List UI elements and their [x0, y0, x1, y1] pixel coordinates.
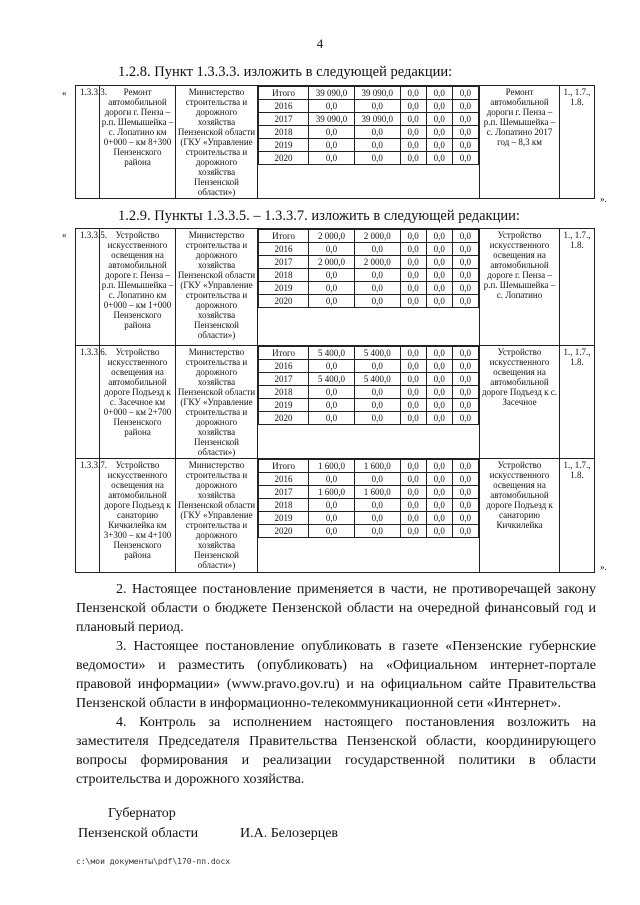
finance-year: 2020	[259, 152, 309, 165]
finance-value: 0,0	[354, 499, 400, 512]
finance-row	[259, 243, 479, 256]
executor-name: Министерство строительства и дорожного хозяйства Пензенской области (ГКУ «Управление строительства и дорожного хозяйства Пензенской области»)	[176, 346, 258, 459]
finance-value: 0,0	[452, 269, 478, 282]
executor-name: Министерство строительства и дорожного хозяйства Пензенской области (ГКУ «Управление строительства и дорожного хозяйства Пензенской области»)	[176, 459, 258, 573]
finance-value: 0,0	[309, 243, 355, 256]
finance-value: 5 400,0	[354, 347, 400, 360]
finance-value: 2 000,0	[354, 256, 400, 269]
finance-value: 0,0	[452, 373, 478, 386]
finance-year: 2017	[259, 256, 309, 269]
signature-name: И.А. Белозерцев	[240, 826, 339, 841]
finance-value: 0,0	[400, 460, 426, 473]
finance-value: 0,0	[400, 347, 426, 360]
finance-value: 0,0	[400, 152, 426, 165]
finance-cell	[258, 229, 480, 346]
finance-value: 0,0	[354, 412, 400, 425]
finance-year: Итого	[259, 347, 309, 360]
finance-value: 0,0	[309, 295, 355, 308]
executor-name: Министерство строительства и дорожного хозяйства Пензенской области (ГКУ «Управление строительства и дорожного хозяйства Пензенской области»)	[176, 86, 258, 199]
finance-row	[259, 386, 479, 399]
finance-value: 0,0	[354, 126, 400, 139]
section-heading-2: 1.2.9. Пункты 1.3.3.5. – 1.3.3.7. изложить в следующей редакции:	[118, 208, 520, 224]
finance-row	[259, 139, 479, 152]
finance-value: 0,0	[426, 152, 452, 165]
finance-value: 0,0	[309, 126, 355, 139]
finance-value: 0,0	[426, 126, 452, 139]
finance-value: 0,0	[452, 152, 478, 165]
finance-year: 2018	[259, 126, 309, 139]
finance-value: 0,0	[400, 412, 426, 425]
row-number: 1.3.3.3.	[76, 86, 100, 199]
finance-value: 1 600,0	[309, 486, 355, 499]
finance-value: 0,0	[426, 87, 452, 100]
finance-value: 0,0	[452, 87, 478, 100]
finance-value: 0,0	[452, 486, 478, 499]
finance-value: 1 600,0	[354, 486, 400, 499]
paragraph-4: 4. Контроль за исполнением настоящего постановления возложить на заместителя Председателя Правительства Пензенской области, координирующего вопросы формирования и реализации государственной политики в области строительства и дорожного хозяйства.	[76, 715, 596, 787]
finance-value: 0,0	[354, 525, 400, 538]
finance-row	[259, 126, 479, 139]
section-heading-1: 1.2.8. Пункт 1.3.3.3. изложить в следующей редакции:	[118, 64, 453, 80]
finance-value: 0,0	[309, 512, 355, 525]
finance-value: 0,0	[452, 139, 478, 152]
finance-value: 0,0	[426, 499, 452, 512]
finance-value: 39 090,0	[309, 113, 355, 126]
finance-value: 0,0	[354, 399, 400, 412]
finance-value: 0,0	[426, 373, 452, 386]
finance-value: 0,0	[452, 525, 478, 538]
finance-value: 0,0	[452, 282, 478, 295]
finance-subtable	[258, 229, 479, 308]
finance-value: 0,0	[426, 460, 452, 473]
finance-value: 0,0	[400, 399, 426, 412]
finance-value: 0,0	[400, 512, 426, 525]
finance-value: 0,0	[354, 282, 400, 295]
finance-value: 0,0	[400, 525, 426, 538]
finance-value: 0,0	[309, 139, 355, 152]
finance-value: 0,0	[400, 386, 426, 399]
finance-value: 0,0	[354, 360, 400, 373]
finance-value: 0,0	[452, 347, 478, 360]
expected-result: Устройство искусственного освещения на автомобильной дороге Подъезд к санаторию Кичкилейка	[480, 459, 560, 573]
finance-value: 0,0	[426, 512, 452, 525]
finance-row	[259, 100, 479, 113]
finance-value: 0,0	[452, 230, 478, 243]
finance-value: 0,0	[452, 256, 478, 269]
finance-value: 0,0	[426, 486, 452, 499]
row-number: 1.3.3.7.	[76, 459, 100, 573]
finance-row	[259, 373, 479, 386]
finance-value: 5 400,0	[309, 373, 355, 386]
finance-row	[259, 360, 479, 373]
finance-value: 39 090,0	[354, 87, 400, 100]
indicator-refs: 1., 1.7., 1.8.	[560, 459, 595, 573]
finance-value: 0,0	[309, 360, 355, 373]
table-row	[76, 86, 595, 199]
finance-value: 0,0	[400, 256, 426, 269]
finance-value: 0,0	[354, 295, 400, 308]
finance-value: 0,0	[354, 386, 400, 399]
finance-value: 0,0	[400, 230, 426, 243]
table-row	[76, 459, 595, 573]
row-number: 1.3.3.5.	[76, 229, 100, 346]
finance-value: 0,0	[426, 525, 452, 538]
finance-row	[259, 87, 479, 100]
finance-value: 0,0	[426, 282, 452, 295]
expected-result: Устройство искусственного освещения на автомобильной дороге Подъезд к с. Засечное	[480, 346, 560, 459]
finance-value: 0,0	[452, 243, 478, 256]
finance-value: 0,0	[426, 347, 452, 360]
close-quote-1: ».	[600, 194, 607, 204]
finance-value: 0,0	[452, 360, 478, 373]
finance-value: 0,0	[354, 152, 400, 165]
finance-value: 0,0	[452, 473, 478, 486]
finance-subtable	[258, 86, 479, 165]
finance-year: 2020	[259, 525, 309, 538]
finance-value: 0,0	[452, 126, 478, 139]
finance-value: 0,0	[400, 360, 426, 373]
finance-value: 0,0	[452, 399, 478, 412]
finance-row	[259, 412, 479, 425]
finance-value: 0,0	[354, 139, 400, 152]
finance-value: 0,0	[400, 473, 426, 486]
finance-value: 0,0	[309, 473, 355, 486]
finance-row	[259, 525, 479, 538]
finance-cell	[258, 459, 480, 573]
open-quote-1: «	[62, 88, 67, 98]
table-row	[76, 346, 595, 459]
finance-value: 0,0	[452, 512, 478, 525]
finance-cell	[258, 86, 480, 199]
finance-year: 2016	[259, 473, 309, 486]
finance-value: 0,0	[309, 399, 355, 412]
finance-value: 0,0	[426, 386, 452, 399]
indicator-refs: 1., 1.7., 1.8.	[560, 86, 595, 199]
finance-row	[259, 113, 479, 126]
finance-value: 2 000,0	[354, 230, 400, 243]
close-quote-2: ».	[600, 562, 607, 572]
finance-year: 2018	[259, 269, 309, 282]
finance-value: 0,0	[400, 499, 426, 512]
finance-year: 2020	[259, 412, 309, 425]
finance-row	[259, 347, 479, 360]
finance-subtable	[258, 459, 479, 538]
finance-value: 0,0	[426, 269, 452, 282]
finance-value: 0,0	[426, 473, 452, 486]
expected-result: Ремонт автомобильной дороги г. Пенза – р.п. Шемышейка – с. Лопатино 2017 год – 8,3 км	[480, 86, 560, 199]
finance-value: 0,0	[426, 230, 452, 243]
finance-row	[259, 486, 479, 499]
finance-value: 0,0	[400, 486, 426, 499]
finance-value: 0,0	[400, 139, 426, 152]
activity-name: Устройство искусственного освещения на автомобильной дороге г. Пенза – р.п. Шемышейка – с. Лопатино км 0+000 – км 1+000 Пензенского района	[100, 229, 176, 346]
signature-title-line1: Губернатор	[108, 806, 176, 821]
finance-value: 5 400,0	[309, 347, 355, 360]
file-path-footer: c:\мои документы\pdf\170-пп.docx	[76, 857, 231, 866]
finance-year: 2016	[259, 100, 309, 113]
program-table-1	[75, 85, 595, 199]
finance-value: 0,0	[426, 243, 452, 256]
finance-value: 0,0	[309, 152, 355, 165]
finance-value: 0,0	[426, 100, 452, 113]
finance-row	[259, 399, 479, 412]
finance-value: 0,0	[400, 87, 426, 100]
finance-row	[259, 282, 479, 295]
finance-value: 39 090,0	[309, 87, 355, 100]
finance-value: 0,0	[400, 269, 426, 282]
activity-name: Устройство искусственного освещения на автомобильной дороге Подъезд к с. Засечное км 0+000 – км 2+700 Пензенского района	[100, 346, 176, 459]
finance-value: 0,0	[426, 113, 452, 126]
finance-value: 0,0	[309, 412, 355, 425]
finance-row	[259, 512, 479, 525]
finance-value: 0,0	[426, 360, 452, 373]
finance-year: 2018	[259, 386, 309, 399]
finance-row	[259, 499, 479, 512]
finance-value: 0,0	[400, 126, 426, 139]
finance-row	[259, 152, 479, 165]
finance-value: 2 000,0	[309, 256, 355, 269]
activity-name: Устройство искусственного освещения на автомобильной дороге Подъезд к санаторию Кичкилейка км 3+300 – км 4+100 Пензенского района	[100, 459, 176, 573]
finance-value: 0,0	[309, 499, 355, 512]
finance-row	[259, 269, 479, 282]
finance-value: 0,0	[452, 295, 478, 308]
finance-year: 2019	[259, 139, 309, 152]
finance-value: 0,0	[354, 473, 400, 486]
finance-value: 0,0	[426, 139, 452, 152]
finance-year: 2016	[259, 243, 309, 256]
indicator-refs: 1., 1.7., 1.8.	[560, 229, 595, 346]
finance-value: 2 000,0	[309, 230, 355, 243]
finance-value: 0,0	[426, 295, 452, 308]
finance-value: 0,0	[400, 100, 426, 113]
page-number: 4	[316, 36, 324, 51]
finance-value: 0,0	[452, 412, 478, 425]
finance-row	[259, 256, 479, 269]
finance-year: 2019	[259, 512, 309, 525]
finance-year: 2019	[259, 282, 309, 295]
finance-value: 0,0	[452, 499, 478, 512]
finance-year: Итого	[259, 460, 309, 473]
finance-year: 2017	[259, 113, 309, 126]
finance-value: 1 600,0	[309, 460, 355, 473]
finance-value: 0,0	[400, 282, 426, 295]
finance-value: 0,0	[309, 100, 355, 113]
finance-year: 2020	[259, 295, 309, 308]
finance-value: 39 090,0	[354, 113, 400, 126]
finance-row	[259, 230, 479, 243]
finance-value: 0,0	[452, 113, 478, 126]
paragraph-3: 3. Настоящее постановление опубликовать в газете «Пензенские губернские ведомости» и разместить (опубликовать) на «Официальном интернет-портале правовой информации» (www.pravo.gov.ru) и на официальном сайте Правительства Пензенской области в информационно-телекоммуникационной сети «Интернет».	[76, 639, 596, 711]
finance-value: 0,0	[400, 373, 426, 386]
finance-row	[259, 460, 479, 473]
finance-value: 0,0	[309, 282, 355, 295]
row-number: 1.3.3.6.	[76, 346, 100, 459]
finance-value: 0,0	[400, 243, 426, 256]
finance-value: 0,0	[309, 269, 355, 282]
finance-value: 0,0	[426, 399, 452, 412]
finance-year: 2017	[259, 486, 309, 499]
executor-name: Министерство строительства и дорожного хозяйства Пензенской области (ГКУ «Управление строительства и дорожного хозяйства Пензенской области»)	[176, 229, 258, 346]
finance-value: 0,0	[452, 100, 478, 113]
finance-year: 2016	[259, 360, 309, 373]
finance-value: 0,0	[354, 243, 400, 256]
finance-value: 5 400,0	[354, 373, 400, 386]
program-table-2	[75, 228, 595, 573]
table-row	[76, 229, 595, 346]
finance-year: Итого	[259, 230, 309, 243]
signature-title-line2: Пензенской области	[78, 826, 199, 841]
finance-subtable	[258, 346, 479, 425]
finance-value: 1 600,0	[354, 460, 400, 473]
finance-value: 0,0	[426, 412, 452, 425]
finance-value: 0,0	[354, 512, 400, 525]
finance-year: 2017	[259, 373, 309, 386]
finance-value: 0,0	[426, 256, 452, 269]
finance-value: 0,0	[400, 113, 426, 126]
finance-value: 0,0	[354, 269, 400, 282]
indicator-refs: 1., 1.7., 1.8.	[560, 346, 595, 459]
finance-value: 0,0	[309, 386, 355, 399]
finance-year: Итого	[259, 87, 309, 100]
finance-year: 2019	[259, 399, 309, 412]
expected-result: Устройство искусственного освещения на автомобильной дороге г. Пенза – р.п. Шемышейка – с. Лопатино	[480, 229, 560, 346]
finance-row	[259, 295, 479, 308]
open-quote-2: «	[62, 230, 67, 240]
finance-year: 2018	[259, 499, 309, 512]
finance-value: 0,0	[400, 295, 426, 308]
activity-name: Ремонт автомобильной дороги г. Пенза – р.п. Шемышейка – с. Лопатино км 0+000 – км 8+300 Пензенского района	[100, 86, 176, 199]
finance-row	[259, 473, 479, 486]
finance-value: 0,0	[452, 460, 478, 473]
finance-value: 0,0	[354, 100, 400, 113]
finance-cell	[258, 346, 480, 459]
paragraph-2: 2. Настоящее постановление применяется в части, не противоречащей закону Пензенской области о бюджете Пензенской области на очередной финансовый год и плановый период.	[76, 582, 596, 635]
finance-value: 0,0	[452, 386, 478, 399]
finance-value: 0,0	[309, 525, 355, 538]
